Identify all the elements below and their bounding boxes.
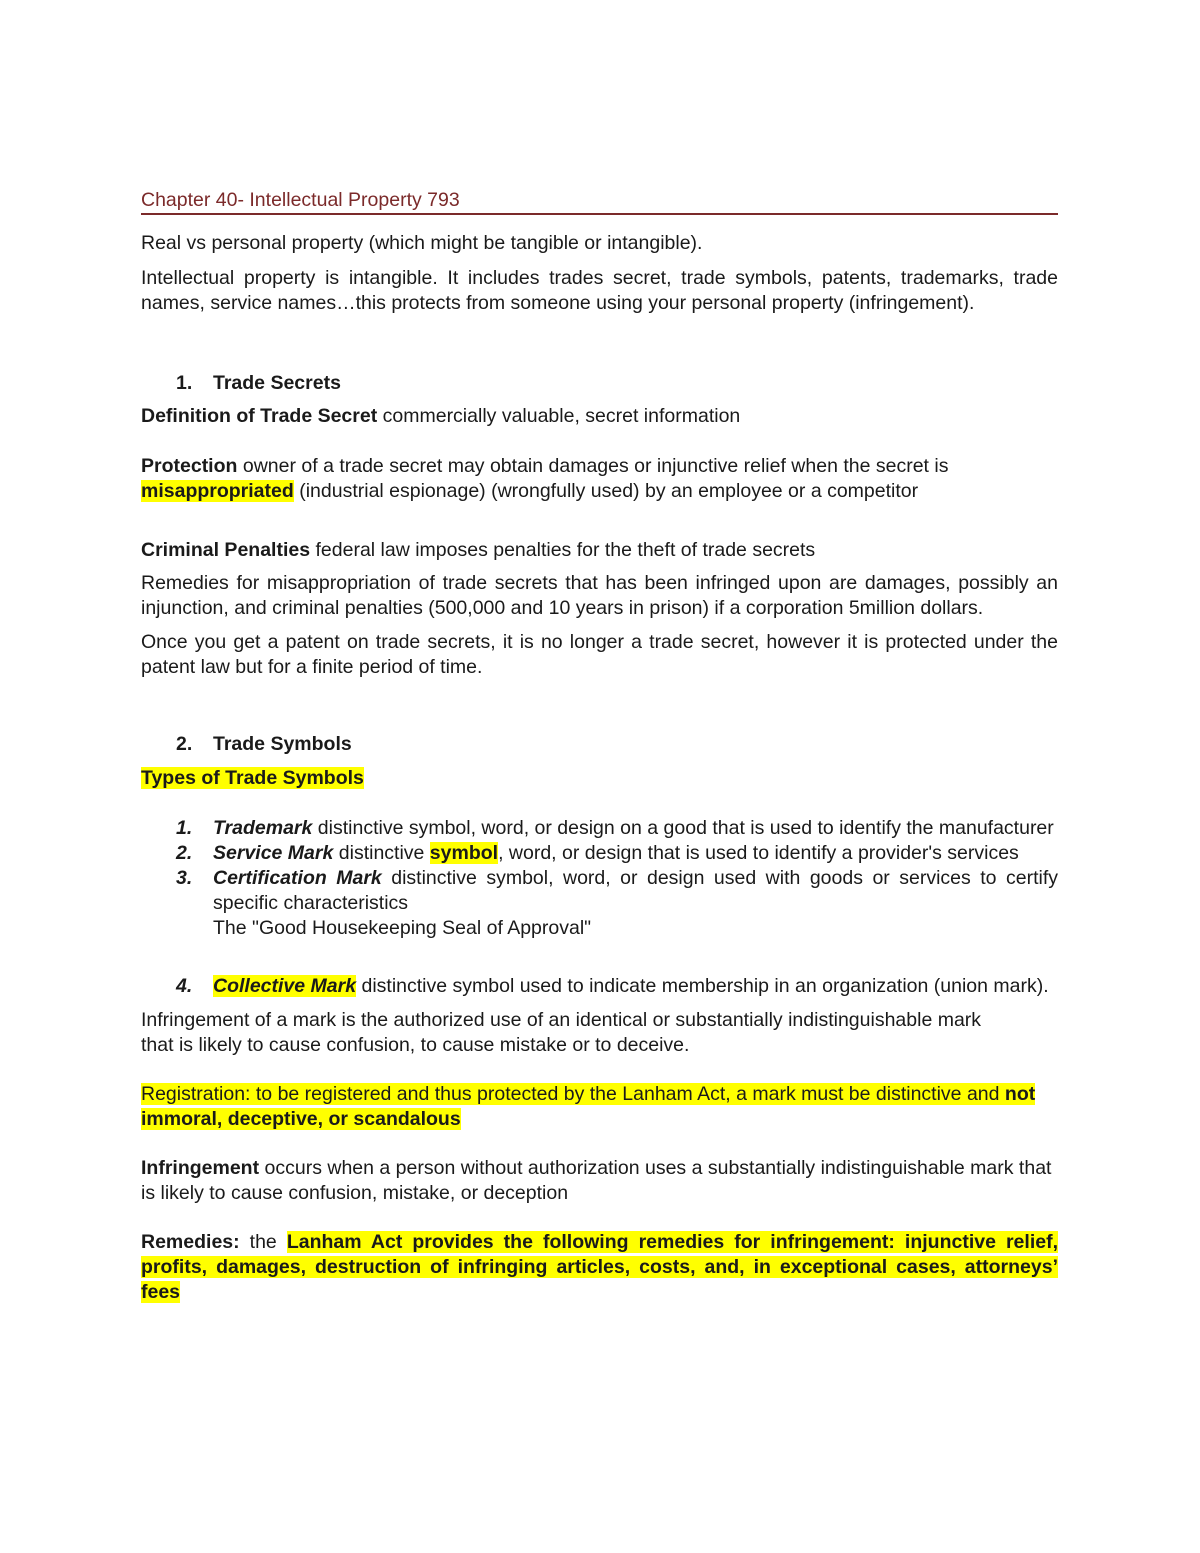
definition-paragraph <box>141 404 1058 429</box>
infringement-label: Infringement <box>141 1157 260 1179</box>
types-heading-text: Types of Trade Symbols <box>141 767 364 789</box>
section-title: Trade Symbols <box>213 733 352 755</box>
item-text: distinctive symbol used to indicate membership in an organization (union mark). <box>356 975 1049 997</box>
item-body <box>213 866 1058 941</box>
remedies-label: Remedies: <box>141 1231 240 1253</box>
protection-text-end: (industrial espionage) (wrongfully used) by an employee or a competitor <box>293 480 919 502</box>
lanham-remedies-paragraph <box>141 1230 1058 1305</box>
item-text: distinctive symbol, word, or design on a good that is used to identify the manufacturer <box>312 817 1054 839</box>
trade-symbol-list <box>141 816 1058 999</box>
protection-text: owner of a trade secret may obtain damages or injunctive relief when the secret is <box>237 455 949 477</box>
remedies-the: the <box>239 1231 287 1253</box>
item-label: Collective Mark <box>213 975 357 997</box>
list-item <box>176 866 1058 941</box>
item-text: distinctive <box>333 842 430 864</box>
definition-text: commercially valuable, secret information <box>377 405 741 427</box>
section-number: 1. <box>176 372 193 394</box>
document-body <box>141 188 1058 1305</box>
section-heading-trade-symbols <box>176 732 1058 757</box>
item-number: 2. <box>176 842 193 864</box>
item-body <box>213 816 1058 841</box>
section-heading-trade-secrets <box>176 371 1058 396</box>
section-title: Trade Secrets <box>213 372 341 394</box>
item-text-end: , word, or design that is used to identify a provider's services <box>498 842 1019 864</box>
intro-paragraph-2: Intellectual property is intangible. It includes trades secret, trade symbols, patents, trademarks, trade names, service names…this protects from someone using your personal property (infringement). <box>141 267 1058 314</box>
item-number: 1. <box>176 817 193 839</box>
item-label: Trademark <box>213 817 313 839</box>
section-number: 2. <box>176 733 193 755</box>
registration-paragraph <box>141 1082 1058 1132</box>
registration-text: Registration: to be registered and thus protected by the Lanham Act, a mark must be distinctive and <box>141 1083 1005 1105</box>
remedies-paragraph: Remedies for misappropriation of trade secrets that has been infringed upon are damages, possibly an injunction, and criminal penalties (500,000 and 10 years in prison) if a corporation 5million dollars. <box>141 572 1058 619</box>
criminal-penalties-paragraph <box>141 538 1058 563</box>
item-number: 4. <box>176 975 193 997</box>
list-item <box>176 974 1058 999</box>
registration-bold: not immoral, deceptive, or scandalous <box>141 1083 1036 1130</box>
remedies-highlight: Lanham Act provides the following remedies for infringement: injunctive relief, profits, damages, destruction of infringing articles, costs, and, in exceptional cases, attorneys’ fees <box>141 1231 1058 1303</box>
item-label: Certification Mark <box>213 867 382 889</box>
list-item <box>176 816 1058 841</box>
list-item <box>176 841 1058 866</box>
item-main <box>213 866 1058 916</box>
definition-label: Definition of Trade Secret <box>141 405 378 427</box>
infringement-paragraph <box>141 1156 1058 1206</box>
types-heading <box>141 766 1058 791</box>
item-text: distinctive symbol, word, or design used with goods or services to certify specific characteristics <box>213 867 1059 914</box>
criminal-label: Criminal Penalties <box>141 539 311 561</box>
item-extra: The "Good Housekeeping Seal of Approval" <box>213 917 592 939</box>
item-body <box>213 974 1058 999</box>
item-label: Service Mark <box>213 842 334 864</box>
patent-paragraph: Once you get a patent on trade secrets, it is no longer a trade secret, however it is protected under the patent law but for a finite period of time. <box>141 631 1058 678</box>
protection-paragraph <box>141 454 1058 504</box>
infringement-definition-paragraph: Infringement of a mark is the authorized use of an identical or substantially indistinguishable mark that is likely to cause confusion, to cause mistake or to deceive. <box>141 1009 982 1056</box>
highlighted-term: misappropriated <box>141 480 294 502</box>
criminal-text: federal law imposes penalties for the theft of trade secrets <box>310 539 816 561</box>
infringement-text: occurs when a person without authorization uses a substantially indistinguishable mark that is likely to cause confusion, mistake, or deception <box>141 1157 1052 1204</box>
highlighted-term: symbol <box>429 842 499 864</box>
protection-label: Protection <box>141 455 238 477</box>
item-body <box>213 841 1058 866</box>
chapter-title: Chapter 40- Intellectual Property 793 <box>141 188 1058 215</box>
intro-paragraph-1: Real vs personal property (which might be tangible or intangible). <box>141 232 703 254</box>
item-number: 3. <box>176 867 193 889</box>
